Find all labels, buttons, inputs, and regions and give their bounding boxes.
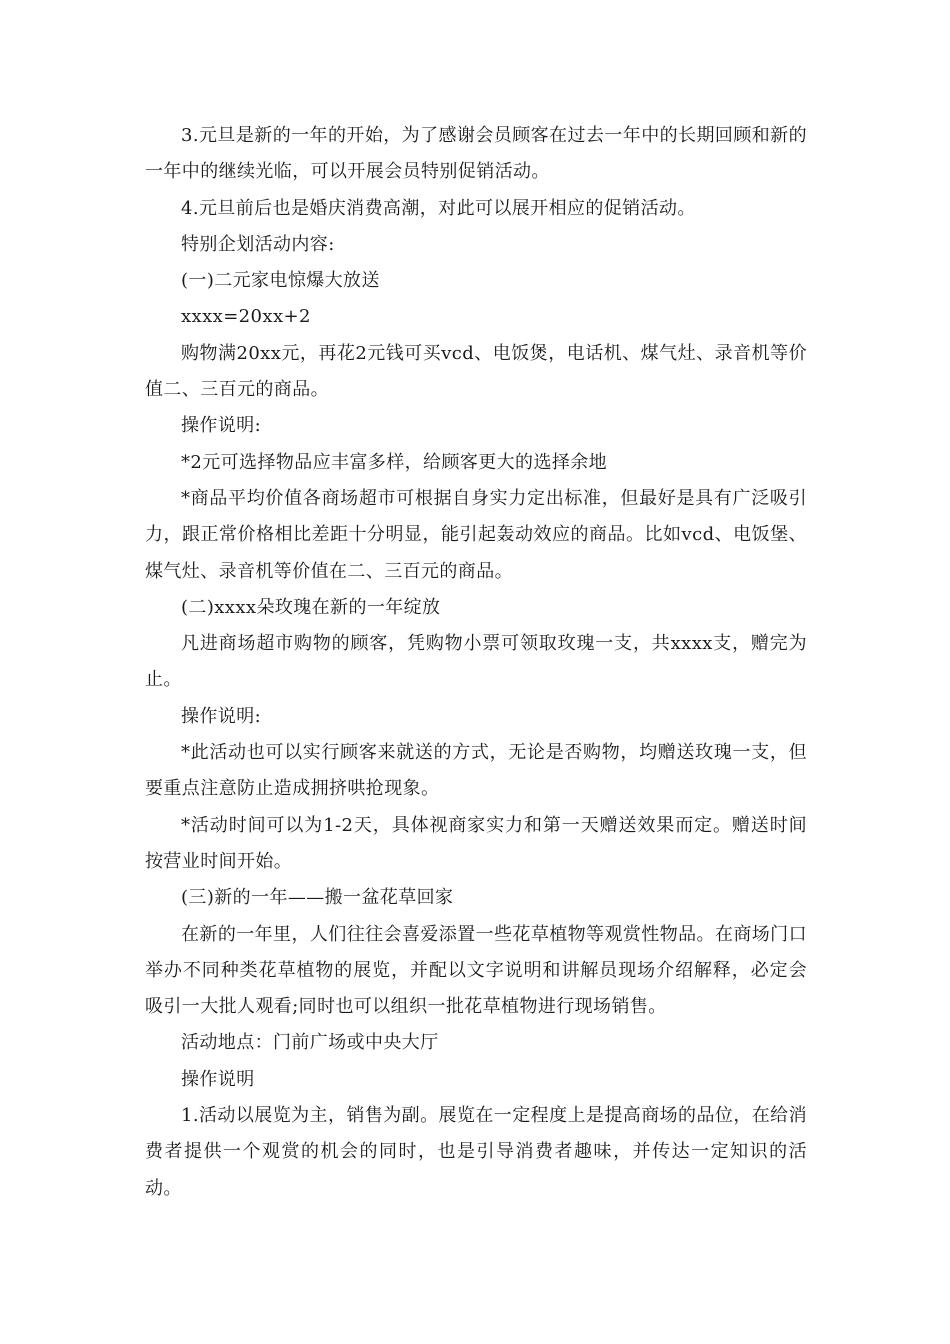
- paragraph-activity-one-detail: 购物满20xx元，再花2元钱可买vcd、电饭煲，电话机、煤气灶、录音机等价值二、三百元的商品。: [145, 342, 807, 401]
- paragraph-activity-two-detail: 凡进商场超市购物的顾客，凭购物小票可领取玫瑰一支，共xxxx支，赠完为止。: [145, 633, 807, 691]
- note-item-3: *此活动也可以实行顾客来就送的方式，无论是否购物，均赠送玫瑰一支，但要重点注意防止造成拥挤哄抢现象。: [145, 742, 807, 800]
- paragraph-wedding-season: 4.元旦前后也是婚庆消费高潮，对此可以展开相应的促销活动。: [181, 197, 696, 219]
- heading-activity-one: (一)二元家电惊爆大放送: [181, 270, 380, 292]
- activity-location: 活动地点：门前广场或中央大厅: [181, 1032, 439, 1054]
- heading-activity-three: (三)新的一年——搬一盆花草回家: [181, 887, 454, 909]
- heading-operation-notes-1: 操作说明:: [181, 415, 262, 437]
- note-item-4: *活动时间可以为1-2天，具体视商家实力和第一天赠送效果而定。赠送时间按营业时间开始。: [145, 814, 807, 872]
- heading-activity-two: (二)xxxx朵玫瑰在新的一年绽放: [181, 596, 441, 618]
- note-item-2: *商品平均价值各商场超市可根据自身实力定出标准，但最好是具有广泛吸引力，跟正常价格相比差距十分明显，能引起轰动效应的商品。比如vcd、电饭堡、煤气灶、录音机等价值在二、三百元的商品。: [145, 487, 807, 582]
- heading-operation-notes-2: 操作说明:: [181, 705, 262, 727]
- paragraph-member-promotion: 3.元旦是新的一年的开始，为了感谢会员顾客在过去一年中的长期回顾和新的一年中的继续光临，可以开展会员特别促销活动。: [145, 125, 807, 183]
- note-item-5: 1.活动以展览为主，销售为副。展览在一定程度上是提高商场的品位，在给消费者提供一个观赏的机会的同时，也是引导消费者趣味，并传达一定知识的活动。: [145, 1105, 807, 1199]
- paragraph-activity-three-detail: 在新的一年里，人们往往会喜爱添置一些花草植物等观赏性物品。在商场门口举办不同种类花草植物的展览，并配以文字说明和讲解员现场介绍解释，必定会吸引一大批人观看;同时也可以组织一批花草植物进行现场销售。: [145, 923, 807, 1018]
- note-item-1: *2元可选择物品应丰富多样，给顾客更大的选择余地: [181, 451, 608, 473]
- formula-line: xxxx=20xx+2: [181, 306, 311, 328]
- heading-operation-notes-3: 操作说明: [181, 1068, 255, 1090]
- heading-special-activities: 特别企划活动内容:: [181, 233, 335, 255]
- document-page: [145, 118, 807, 1207]
